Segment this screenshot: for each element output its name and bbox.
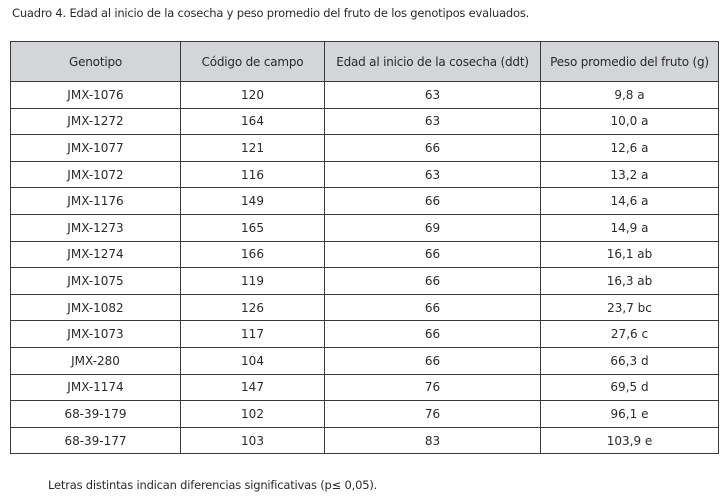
- cell-peso: 9,8 a: [541, 82, 719, 109]
- cell-genotipo: JMX-1075: [11, 268, 181, 295]
- cell-peso: 14,6 a: [541, 188, 719, 215]
- cell-peso: 13,2 a: [541, 161, 719, 188]
- table-footnote: Letras distintas indican diferencias significativas (p≤ 0,05).: [48, 478, 378, 492]
- cell-codigo: 120: [181, 82, 325, 109]
- cell-genotipo: JMX-1077: [11, 135, 181, 162]
- table-row: [11, 188, 719, 215]
- cell-codigo: 147: [181, 374, 325, 401]
- cell-peso: 14,9 a: [541, 214, 719, 241]
- cell-codigo: 116: [181, 161, 325, 188]
- cell-codigo: 165: [181, 214, 325, 241]
- cell-edad: 83: [325, 427, 541, 454]
- cell-edad: 66: [325, 268, 541, 295]
- table-row: [11, 135, 719, 162]
- cell-genotipo: JMX-1082: [11, 294, 181, 321]
- cell-edad: 76: [325, 401, 541, 428]
- cell-genotipo: 68-39-177: [11, 427, 181, 454]
- cell-peso: 27,6 c: [541, 321, 719, 348]
- cell-codigo: 102: [181, 401, 325, 428]
- cell-genotipo: JMX-1272: [11, 108, 181, 135]
- column-header-edad-inicio-cosecha: Edad al inicio de la cosecha (ddt): [325, 42, 541, 82]
- cell-edad: 66: [325, 241, 541, 268]
- cell-peso: 96,1 e: [541, 401, 719, 428]
- cell-peso: 103,9 e: [541, 427, 719, 454]
- cell-edad: 76: [325, 374, 541, 401]
- table-row: [11, 108, 719, 135]
- cell-codigo: 149: [181, 188, 325, 215]
- cell-peso: 66,3 d: [541, 347, 719, 374]
- cell-edad: 66: [325, 347, 541, 374]
- table-row: [11, 321, 719, 348]
- cell-genotipo: JMX-1076: [11, 82, 181, 109]
- cell-edad: 63: [325, 161, 541, 188]
- cell-edad: 63: [325, 82, 541, 109]
- table-header-row: [11, 42, 719, 82]
- cell-codigo: 117: [181, 321, 325, 348]
- cell-peso: 69,5 d: [541, 374, 719, 401]
- cell-genotipo: JMX-1176: [11, 188, 181, 215]
- cell-codigo: 164: [181, 108, 325, 135]
- cell-genotipo: JMX-1073: [11, 321, 181, 348]
- cell-codigo: 104: [181, 347, 325, 374]
- genotype-table: [10, 41, 719, 454]
- cell-peso: 16,3 ab: [541, 268, 719, 295]
- cell-edad: 69: [325, 214, 541, 241]
- cell-codigo: 119: [181, 268, 325, 295]
- cell-edad: 66: [325, 188, 541, 215]
- cell-peso: 16,1 ab: [541, 241, 719, 268]
- cell-codigo: 126: [181, 294, 325, 321]
- table-row: [11, 347, 719, 374]
- table-row: [11, 214, 719, 241]
- cell-codigo: 166: [181, 241, 325, 268]
- table-row: [11, 427, 719, 454]
- column-header-genotipo: Genotipo: [11, 42, 181, 82]
- table-row: [11, 241, 719, 268]
- table-row: [11, 268, 719, 295]
- table-row: [11, 374, 719, 401]
- cell-genotipo: JMX-1174: [11, 374, 181, 401]
- cell-genotipo: JMX-1072: [11, 161, 181, 188]
- cell-peso: 12,6 a: [541, 135, 719, 162]
- cell-peso: 23,7 bc: [541, 294, 719, 321]
- table-row: [11, 294, 719, 321]
- cell-edad: 66: [325, 321, 541, 348]
- column-header-codigo-de-campo: Código de campo: [181, 42, 325, 82]
- table-row: [11, 401, 719, 428]
- table-row: [11, 161, 719, 188]
- cell-edad: 66: [325, 294, 541, 321]
- column-header-peso-promedio-fruto: Peso promedio del fruto (g): [541, 42, 719, 82]
- cell-genotipo: JMX-1274: [11, 241, 181, 268]
- table-row: [11, 82, 719, 109]
- cell-genotipo: 68-39-179: [11, 401, 181, 428]
- cell-edad: 63: [325, 108, 541, 135]
- cell-edad: 66: [325, 135, 541, 162]
- cell-peso: 10,0 a: [541, 108, 719, 135]
- cell-genotipo: JMX-1273: [11, 214, 181, 241]
- cell-codigo: 103: [181, 427, 325, 454]
- table-caption: Cuadro 4. Edad al inicio de la cosecha y peso promedio del fruto de los genotipos evaluados.: [12, 6, 530, 20]
- cell-codigo: 121: [181, 135, 325, 162]
- cell-genotipo: JMX-280: [11, 347, 181, 374]
